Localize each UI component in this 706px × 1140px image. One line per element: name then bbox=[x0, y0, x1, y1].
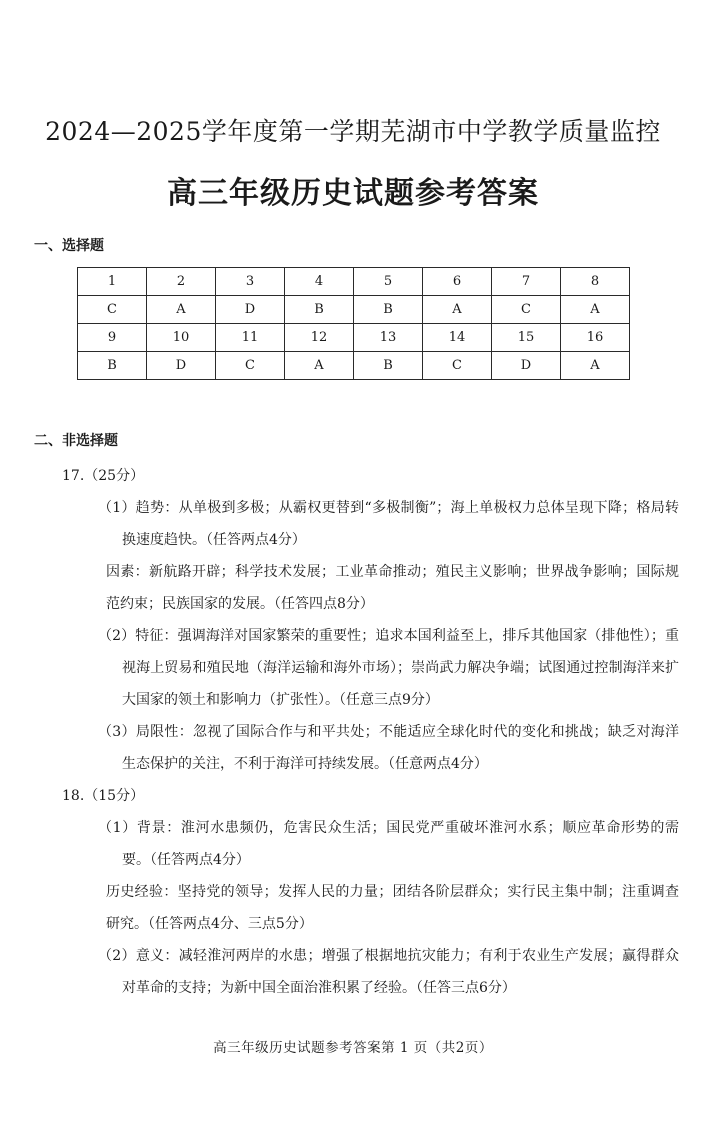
table-row bbox=[78, 324, 630, 352]
answer-content bbox=[34, 460, 679, 1004]
table-cell: 16 bbox=[561, 324, 630, 352]
table-row bbox=[78, 352, 630, 380]
table-cell: 4 bbox=[285, 268, 354, 296]
table-cell: B bbox=[78, 352, 147, 380]
table-cell: C bbox=[78, 296, 147, 324]
table-cell: 8 bbox=[561, 268, 630, 296]
table-cell: A bbox=[147, 296, 216, 324]
table-cell: 6 bbox=[423, 268, 492, 296]
table-cell: B bbox=[354, 296, 423, 324]
document-title: 2024—2025学年度第一学期芜湖市中学教学质量监控 bbox=[45, 117, 661, 146]
table-cell: 11 bbox=[216, 324, 285, 352]
table-cell: 12 bbox=[285, 324, 354, 352]
table-cell: 3 bbox=[216, 268, 285, 296]
table-cell: 15 bbox=[492, 324, 561, 352]
q18-part1-background: （1）背景：淮河水患频仍，危害民众生活；国民党严重破坏淮河水系；顺应革命形势的需要。（任答两点4分） bbox=[98, 820, 679, 868]
table-cell: 2 bbox=[147, 268, 216, 296]
q18-part1-experience: 历史经验：坚持党的领导；发挥人民的力量；团结各阶层群众；实行民主集中制；注重调查研究。（任答两点4分、三点5分） bbox=[106, 884, 679, 932]
table-cell: C bbox=[492, 296, 561, 324]
question-17-heading: 17.（25分） bbox=[62, 468, 145, 484]
table-cell: A bbox=[285, 352, 354, 380]
table-cell: D bbox=[492, 352, 561, 380]
table-cell: D bbox=[147, 352, 216, 380]
table-cell: 10 bbox=[147, 324, 216, 352]
q17-part2-features: （2）特征：强调海洋对国家繁荣的重要性；追求本国利益至上，排斥其他国家（排他性）；重视海上贸易和殖民地（海洋运输和海外市场）；崇尚武力解决争端；试图通过控制海洋来扩大国家的领土和影响力（扩张性）。（任意三点9分） bbox=[98, 628, 679, 708]
document-subtitle: 高三年级历史试题参考答案 bbox=[167, 176, 539, 211]
table-cell: C bbox=[423, 352, 492, 380]
section-heading-multiple-choice: 一、选择题 bbox=[34, 238, 104, 254]
table-cell: 9 bbox=[78, 324, 147, 352]
answer-table bbox=[77, 267, 630, 380]
q17-part3-limitations: （3）局限性：忽视了国际合作与和平共处；不能适应全球化时代的变化和挑战；缺乏对海洋生态保护的关注，不利于海洋可持续发展。（任意两点4分） bbox=[98, 724, 679, 772]
table-cell: 1 bbox=[78, 268, 147, 296]
section-heading-non-choice: 二、非选择题 bbox=[34, 433, 118, 449]
table-cell: A bbox=[561, 352, 630, 380]
table-cell: A bbox=[423, 296, 492, 324]
table-cell: 13 bbox=[354, 324, 423, 352]
question-18-heading: 18.（15分） bbox=[62, 788, 145, 804]
table-cell: 5 bbox=[354, 268, 423, 296]
q17-part1-factors: 因素：新航路开辟；科学技术发展；工业革命推动；殖民主义影响；世界战争影响；国际规范约束；民族国家的发展。（任答四点8分） bbox=[106, 564, 679, 612]
table-cell: B bbox=[285, 296, 354, 324]
q18-part2-significance: （2）意义：减轻淮河两岸的水患；增强了根据地抗灾能力；有利于农业生产发展；赢得群众对革命的支持；为新中国全面治淮积累了经验。（任答三点6分） bbox=[98, 948, 679, 996]
table-cell: 7 bbox=[492, 268, 561, 296]
table-cell: 14 bbox=[423, 324, 492, 352]
table-row bbox=[78, 268, 630, 296]
q17-part1-trend: （1）趋势：从单极到多极；从霸权更替到“多极制衡”；海上单极权力总体呈现下降；格局转换速度趋快。（任答两点4分） bbox=[98, 500, 679, 548]
table-cell: B bbox=[354, 352, 423, 380]
table-cell: A bbox=[561, 296, 630, 324]
table-cell: D bbox=[216, 296, 285, 324]
table-cell: C bbox=[216, 352, 285, 380]
page-footer: 高三年级历史试题参考答案第 1 页（共2页） bbox=[213, 1040, 493, 1056]
table-row bbox=[78, 296, 630, 324]
